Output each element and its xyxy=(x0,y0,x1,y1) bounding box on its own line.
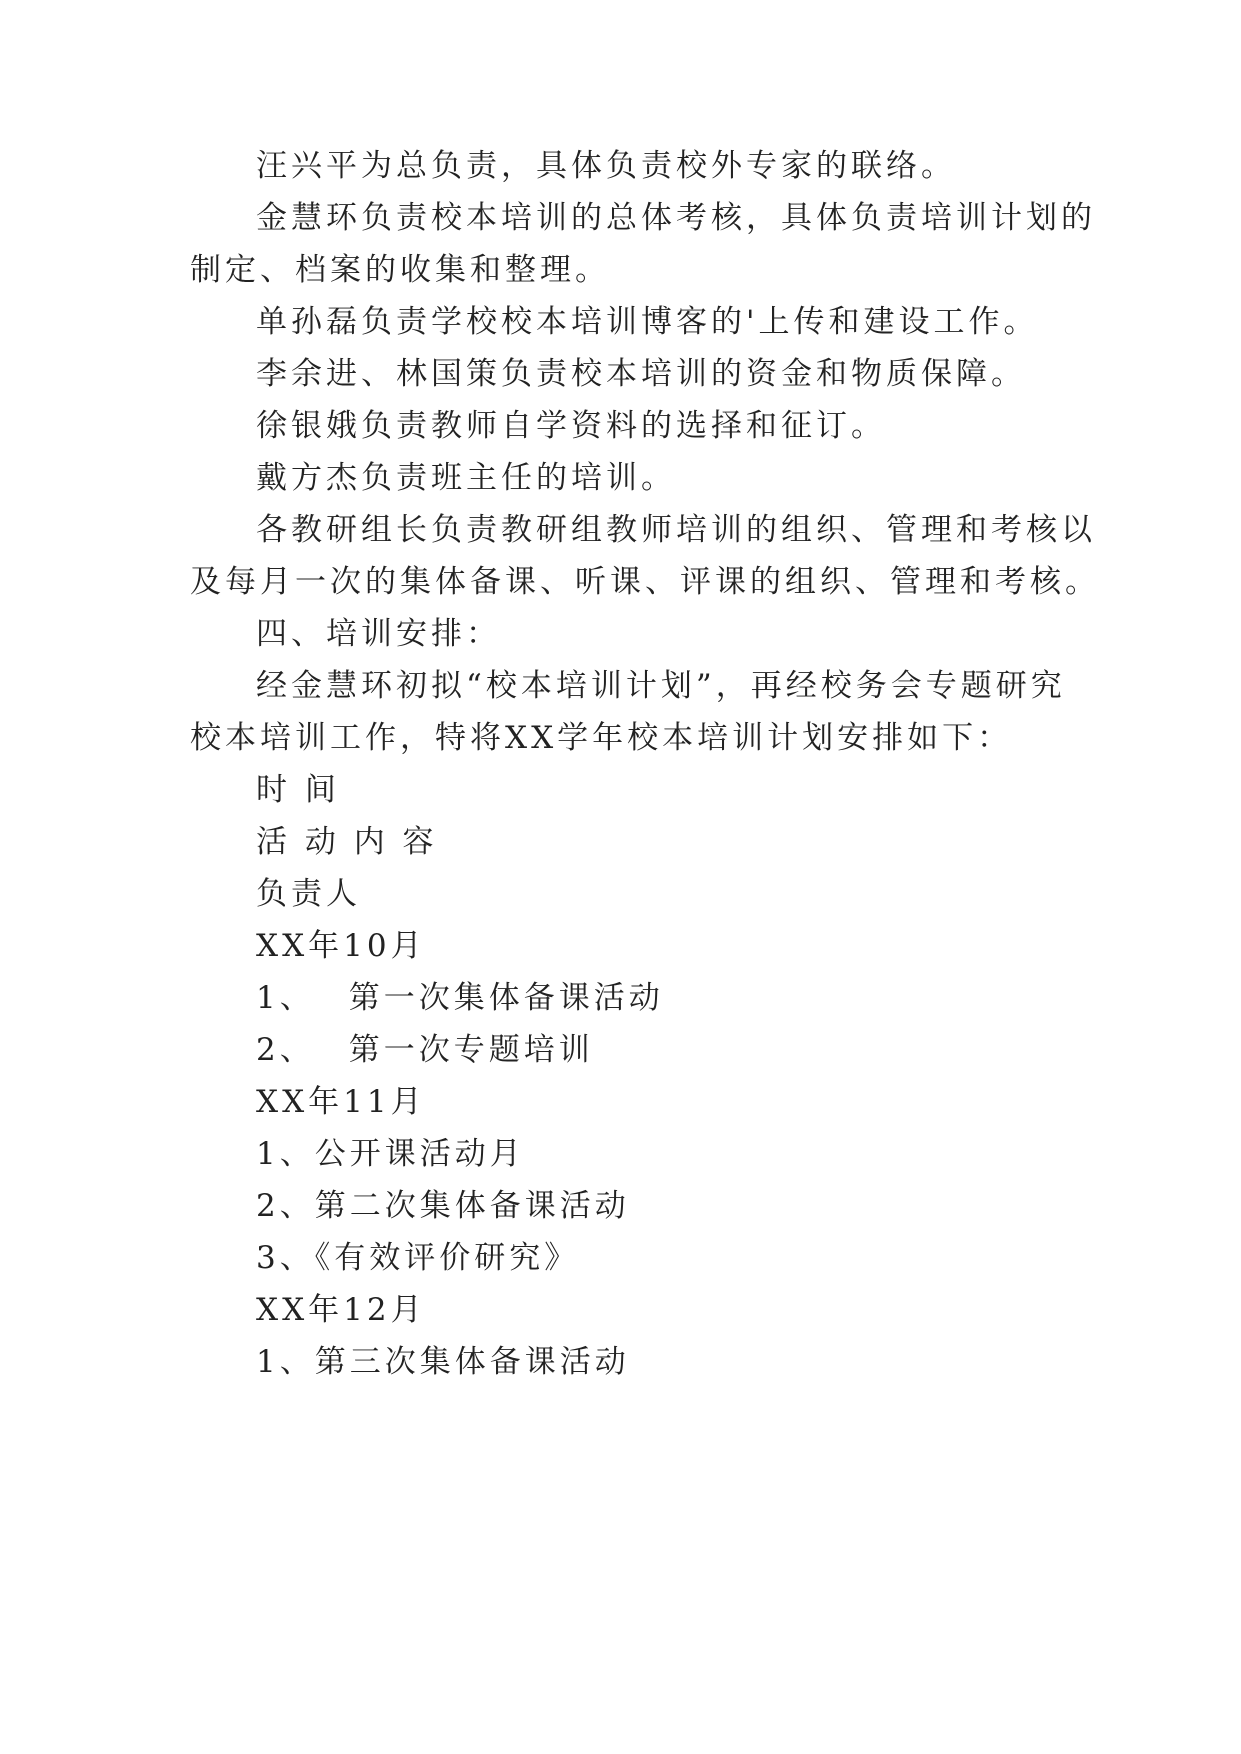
schedule-item-text: 第一次专题培训 xyxy=(348,1032,594,1068)
schedule-item-number: 2、 xyxy=(256,1032,315,1068)
schedule-item-text: 第二次集体备课活动 xyxy=(314,1188,630,1224)
paragraph-group-leaders: 各教研组长负责教研组教师培训的组织、管理和考核以 xyxy=(256,512,1096,548)
paragraph-materials-lead: 徐银娥负责教师自学资料的选择和征订。 xyxy=(256,408,886,444)
schedule-month-dec: XX年12月 xyxy=(256,1292,426,1328)
schedule-item-number: 1、 xyxy=(256,1136,315,1172)
schedule-month-nov: XX年11月 xyxy=(256,1084,426,1120)
schedule-item-text: 《有效评价研究》 xyxy=(314,1240,580,1276)
schedule-item-number: 1、 xyxy=(256,980,315,1016)
table-header-time: 时 间 xyxy=(256,772,340,808)
paragraph-plan-intro-cont: 校本培训工作，特将XX学年校本培训计划安排如下： xyxy=(190,720,1013,756)
schedule-item xyxy=(256,978,664,1018)
schedule-item xyxy=(256,1186,630,1226)
schedule-item xyxy=(256,1342,630,1382)
table-header-owner: 负责人 xyxy=(256,876,361,912)
paragraph-general-lead: 汪兴平为总负责，具体负责校外专家的联络。 xyxy=(256,148,956,184)
paragraph-headteacher-lead: 戴方杰负责班主任的培训。 xyxy=(256,460,676,496)
schedule-item-text: 第一次集体备课活动 xyxy=(348,980,664,1016)
section-heading-schedule: 四、培训安排： xyxy=(256,616,501,652)
schedule-item xyxy=(256,1238,579,1278)
schedule-item-text: 公开课活动月 xyxy=(314,1136,525,1172)
paragraph-group-leaders-cont: 及每月一次的集体备课、听课、评课的组织、管理和考核。 xyxy=(190,564,1100,600)
schedule-item-number: 1、 xyxy=(256,1344,315,1380)
schedule-item-number: 3、 xyxy=(256,1240,315,1276)
table-header-content: 活 动 内 容 xyxy=(256,824,438,860)
paragraph-assessment-lead: 金慧环负责校本培训的总体考核，具体负责培训计划的 xyxy=(256,200,1096,236)
paragraph-plan-intro: 经金慧环初拟“校本培训计划”，再经校务会专题研究 xyxy=(256,668,1066,704)
paragraph-funding-lead: 李余进、林国策负责校本培训的资金和物质保障。 xyxy=(256,356,1026,392)
schedule-month-oct: XX年10月 xyxy=(256,928,426,964)
schedule-item xyxy=(256,1134,525,1174)
paragraph-assessment-cont: 制定、档案的收集和整理。 xyxy=(190,252,610,288)
schedule-item xyxy=(256,1030,594,1070)
schedule-item-number: 2、 xyxy=(256,1188,315,1224)
schedule-item-text: 第三次集体备课活动 xyxy=(314,1344,630,1380)
paragraph-blog-lead: 单孙磊负责学校校本培训博客的'上传和建设工作。 xyxy=(256,304,1039,340)
